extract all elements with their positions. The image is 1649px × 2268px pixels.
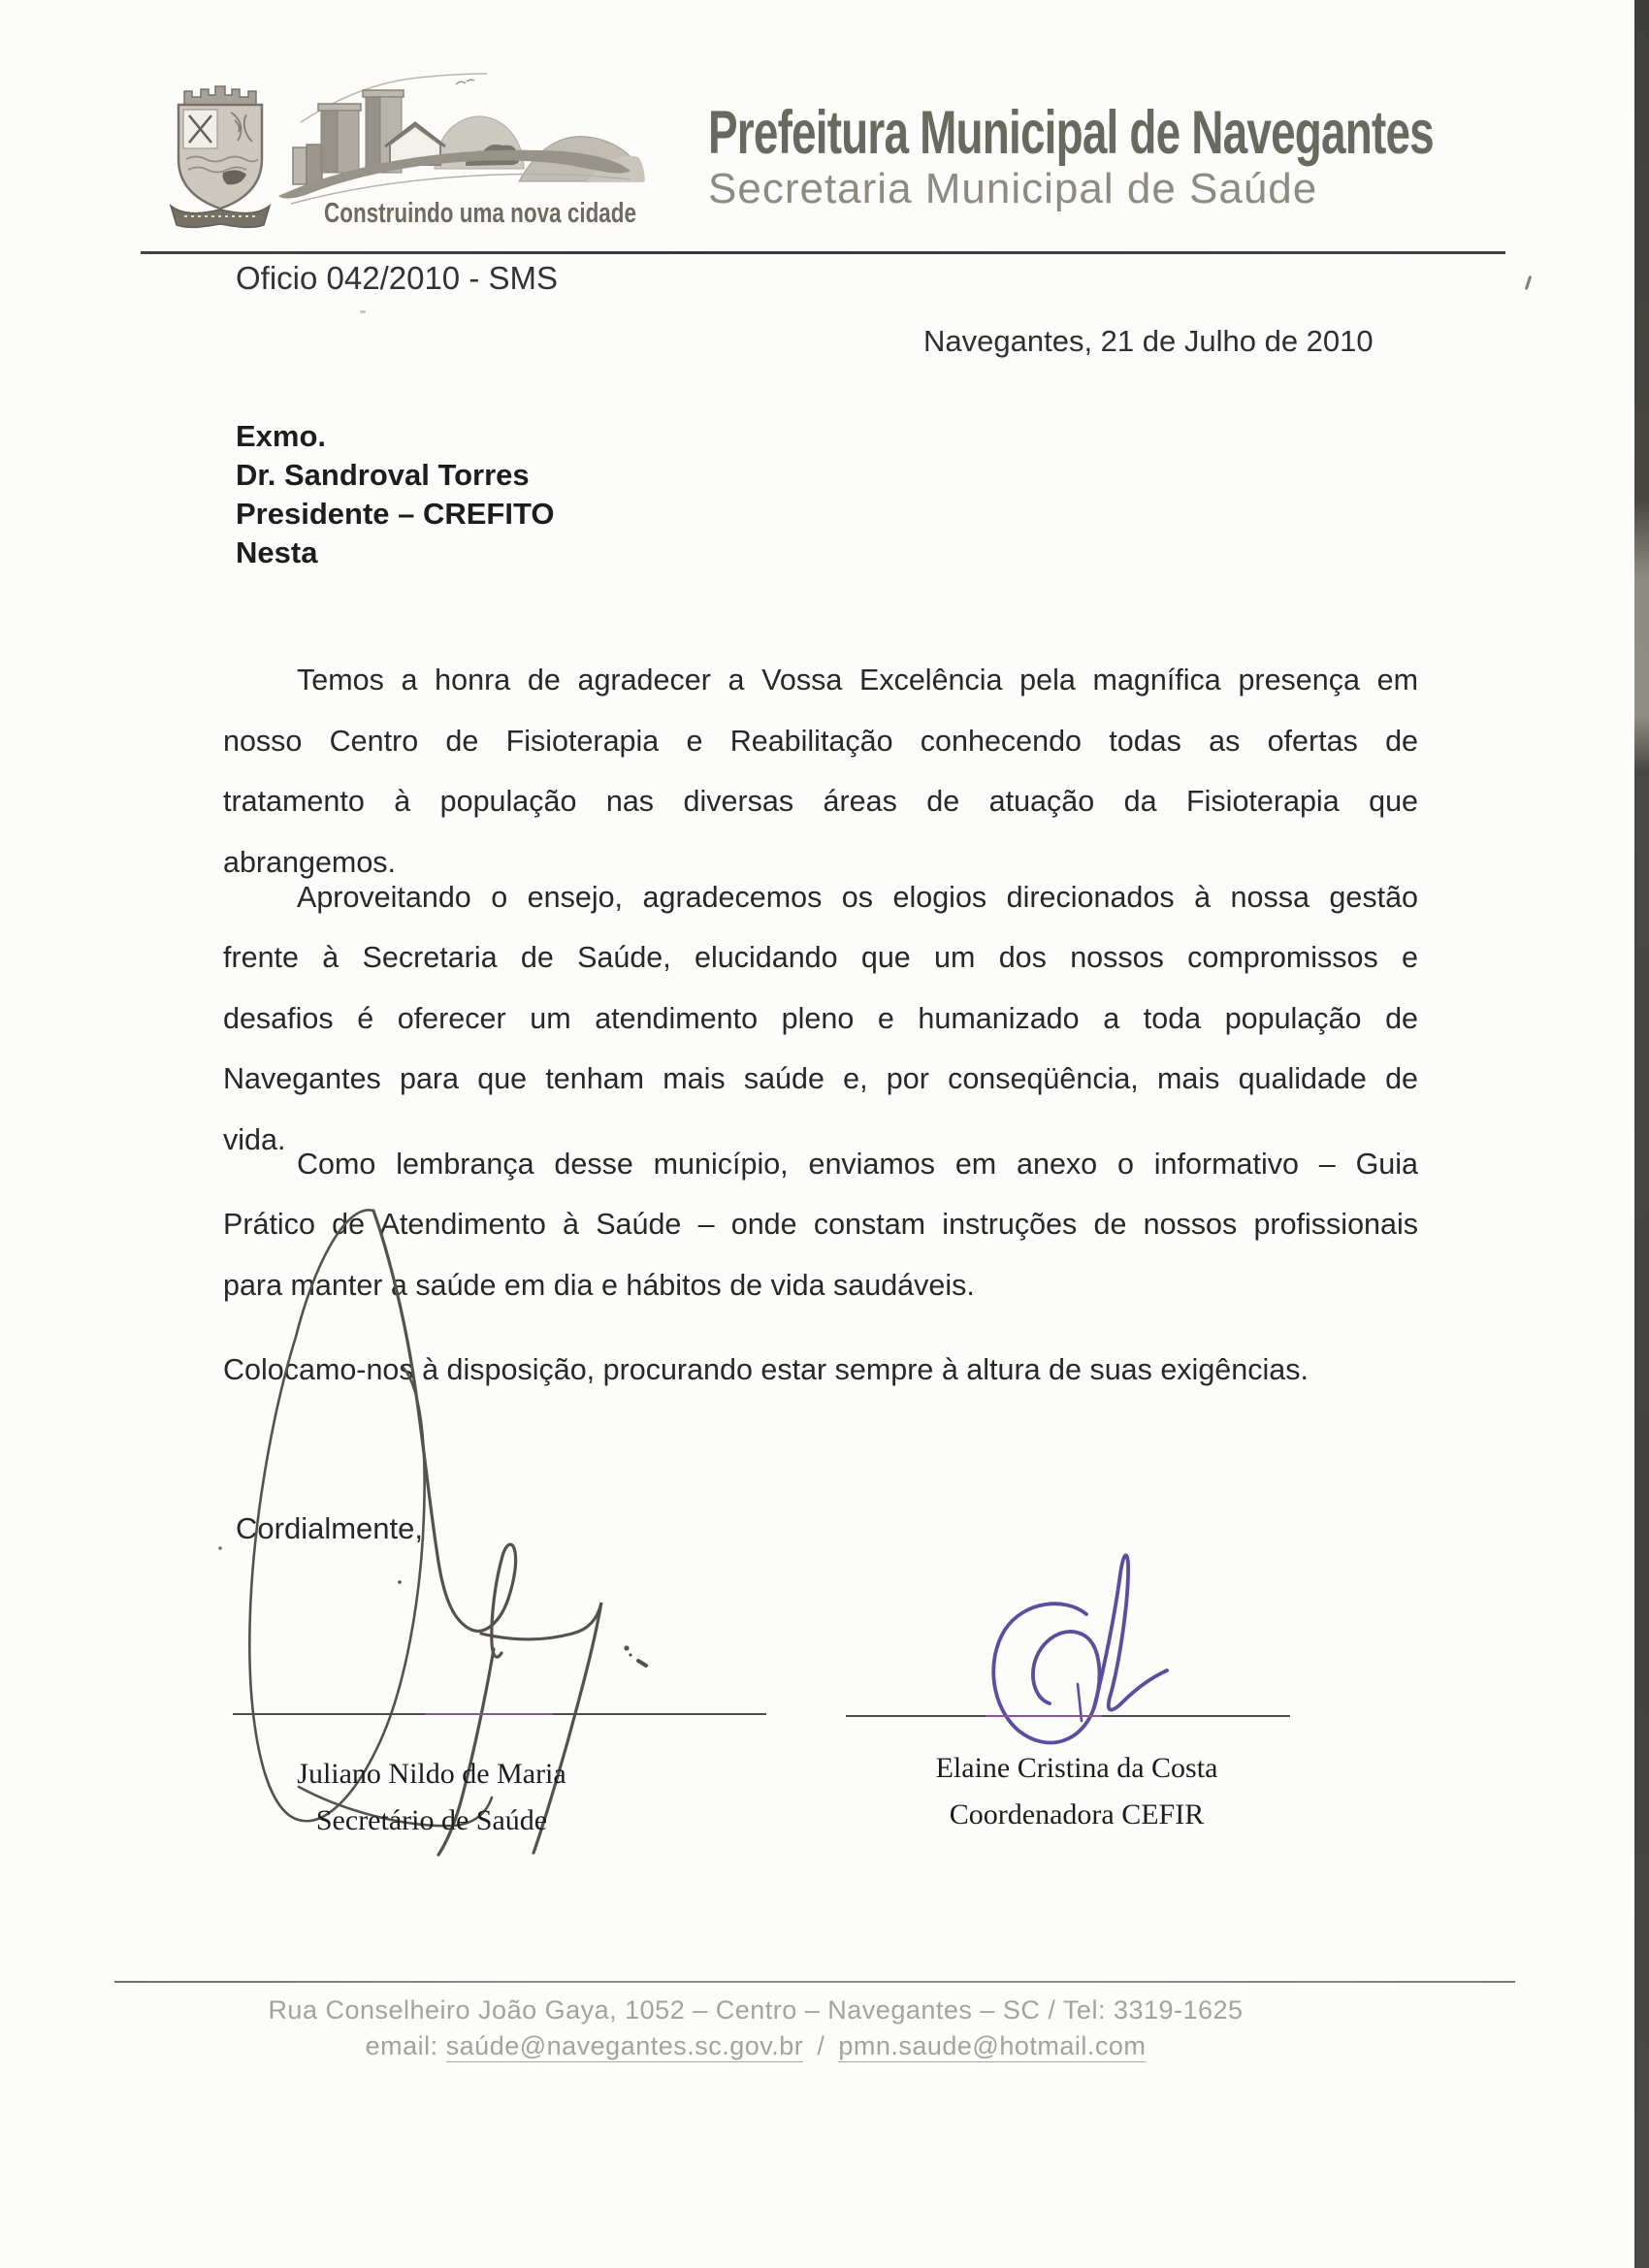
body-line: frente à Secretaria de Saúde, elucidando que um dos nossos compromissos e — [223, 941, 1418, 974]
logo-slogan: Construindo uma nova cidade — [324, 198, 636, 229]
footer-email-separator: / — [817, 2031, 825, 2060]
signatory-left — [165, 1758, 698, 1837]
footer-address: Rua Conselheiro João Gaya, 1052 – Centro – Navegantes – SC / Tel: 3319-1625 — [268, 1995, 1244, 2025]
recipient-block — [236, 417, 554, 572]
footer-email-row — [125, 2031, 1386, 2061]
signatory-right — [810, 1752, 1343, 1831]
salutation: Cordialmente, — [236, 1511, 423, 1545]
body-line: desafios é oferecer um atendimento pleno e humanizado a toda população de — [223, 1002, 1418, 1035]
body-line: tratamento à população nas diversas áreas de atuação da Fisioterapia que — [223, 785, 1418, 818]
body-line: Navegantes para que tenham mais saúde e, por conseqüência, mais qualidade de — [223, 1062, 1418, 1095]
recipient-place: Nesta — [236, 535, 318, 569]
footer-divider — [114, 1981, 1515, 1983]
recipient-salutation: Exmo. — [236, 419, 327, 453]
footer-email-primary: saúde@navegantes.sc.gov.br — [445, 2031, 804, 2060]
body-line: vida. — [223, 1123, 286, 1156]
org-department: Secretaria Municipal de Saúde — [708, 165, 1318, 212]
date-line: Navegantes, 21 de Julho de 2010 — [923, 324, 1374, 358]
body-line: Aproveitando o ensejo, agradecemos os elogios direcionados à nossa gestão — [297, 881, 1418, 914]
scan-speck — [360, 310, 366, 313]
recipient-name: Dr. Sandroval Torres — [236, 458, 530, 492]
coat-of-arms-icon — [171, 86, 270, 227]
cityscape-icon — [278, 74, 645, 204]
document-reference: Oficio 042/2010 - SMS — [236, 260, 558, 296]
signatory-name: Elaine Cristina da Costa — [935, 1752, 1218, 1784]
closing-line: Colocamo-nos à disposição, procurando estar sempre à altura de suas exigências. — [223, 1353, 1309, 1386]
body-line: Temos a honra de agradecer a Vossa Excelência pela magnífica presença em — [297, 664, 1418, 697]
scan-color-artifact — [986, 1715, 1102, 1717]
body-line: para manter a saúde em dia e hábitos de vida saudáveis. — [223, 1269, 975, 1302]
body-line: nosso Centro de Fisioterapia e Reabilitação conhecendo todas as ofertas de — [223, 725, 1418, 758]
signatory-name: Juliano Nildo de Maria — [297, 1758, 566, 1790]
footer-email-label: email: — [365, 2031, 438, 2060]
header-divider — [141, 251, 1505, 254]
signatory-title: Secretário de Saúde — [315, 1804, 548, 1836]
footer-email-secondary: pmn.saude@hotmail.com — [838, 2031, 1147, 2060]
body-line: abrangemos. — [223, 846, 397, 879]
signatory-title: Coordenadora CEFIR — [949, 1798, 1205, 1831]
org-name: Prefeitura Municipal de Navegantes — [708, 98, 1434, 167]
scanner-edge-artifact — [1634, 0, 1649, 2268]
body-line: Prático de Atendimento à Saúde – onde constam instruções de nossos profissionais — [223, 1208, 1418, 1241]
municipal-logo — [146, 50, 698, 235]
recipient-title: Presidente – CREFITO — [236, 497, 555, 531]
scan-color-artifact — [425, 1713, 553, 1715]
body-line: Como lembrança desse município, enviamos em anexo o informativo – Guia — [297, 1148, 1418, 1181]
scan-speck — [1525, 275, 1532, 290]
